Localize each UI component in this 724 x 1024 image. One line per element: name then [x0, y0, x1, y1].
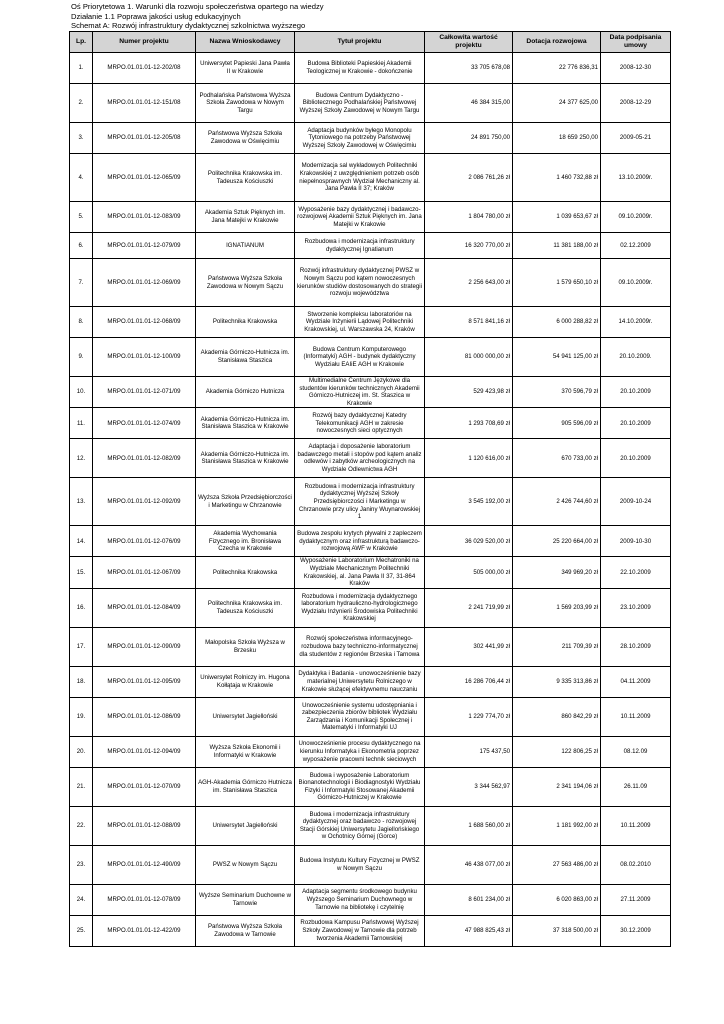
cell-total-value: 16 320 770,00 zł — [425, 233, 513, 259]
cell-lp: 15. — [70, 557, 93, 588]
cell-project-number: MRPO.01.01.01-12-092/09 — [93, 478, 196, 526]
cell-applicant: Uniwersytet Rolniczy im. Hugona Kołłątaja w Krakowie — [196, 666, 295, 697]
cell-project-number: MRPO.01.01.01-12-094/09 — [93, 736, 196, 767]
cell-project-number: MRPO.01.01.01-12-078/09 — [93, 884, 196, 915]
cell-applicant: Politechnika Krakowska — [196, 557, 295, 588]
cell-lp: 5. — [70, 202, 93, 233]
cell-total-value: 8 601 234,00 zł — [425, 884, 513, 915]
table-row — [70, 53, 671, 84]
cell-grant: 2 341 194,06 zł — [513, 767, 601, 806]
cell-sign-date: 20.10.2009 — [601, 408, 671, 439]
cell-lp: 21. — [70, 767, 93, 806]
cell-project-title: Dydaktyka i Badania - unowocześnienie bazy materialnej Uniwersytetu Rolniczego w Krakowie służącej efektywnemu nauczaniu — [295, 666, 425, 697]
cell-total-value: 1 804 780,00 zł — [425, 202, 513, 233]
cell-sign-date: 20.10.2009. — [601, 338, 671, 377]
cell-applicant: IGNATIANUM — [196, 233, 295, 259]
cell-total-value: 36 029 520,00 zł — [425, 526, 513, 557]
cell-sign-date: 14.10.2009r. — [601, 307, 671, 338]
cell-applicant: Wyższa Szkoła Przedsiębiorczości i Marketingu w Chrzanowie — [196, 478, 295, 526]
cell-project-number: MRPO.01.01.01-12-490/09 — [93, 845, 196, 884]
cell-applicant: Akademia Wychowania Fizycznego im. Bronisława Czecha w Krakowie — [196, 526, 295, 557]
cell-project-number: MRPO.01.01.01-12-074/09 — [93, 408, 196, 439]
table-row — [70, 884, 671, 915]
cell-applicant: Politechnika Krakowska im. Tadeusza Kościuszki — [196, 154, 295, 202]
table-row — [70, 478, 671, 526]
cell-grant: 2 426 744,60 zł — [513, 478, 601, 526]
cell-grant: 1 579 650,10 zł — [513, 259, 601, 307]
cell-sign-date: 08.12.09 — [601, 736, 671, 767]
cell-project-title: Rozwój społeczeństwa informacyjnego-rozbudowa bazy techniczno-informatycznej dla studentów z regionów Brzeska i Tarnowa — [295, 627, 425, 666]
cell-lp: 16. — [70, 588, 93, 627]
cell-grant: 1 569 203,99 zł — [513, 588, 601, 627]
scheme-line: Schemat A: Rozwój infrastruktury dydaktycznej szkolnictwa wyższego — [71, 21, 306, 31]
cell-total-value: 2 256 643,00 zł — [425, 259, 513, 307]
cell-lp: 20. — [70, 736, 93, 767]
cell-applicant: Politechnika Krakowska im. Tadeusza Kościuszki — [196, 588, 295, 627]
col-header-sign-date: Data podpisania umowy — [601, 32, 671, 53]
cell-lp: 22. — [70, 806, 93, 845]
table-row — [70, 123, 671, 154]
cell-applicant: Politechnika Krakowska — [196, 307, 295, 338]
cell-project-title: Budowa Centrum Komputerowego (Informatyki) AGH - budynek dydaktyczny Wydziału EAIiE AGH w Krakowie — [295, 338, 425, 377]
cell-project-title: Budowa Instytutu Kultury Fizycznej w PWSZ w Nowym Sączu — [295, 845, 425, 884]
cell-grant: 11 381 188,00 zł — [513, 233, 601, 259]
table-row — [70, 736, 671, 767]
cell-lp: 18. — [70, 666, 93, 697]
cell-sign-date: 20.10.2009 — [601, 377, 671, 408]
cell-total-value: 3 344 562,97 — [425, 767, 513, 806]
cell-project-title: Wyposażenie Laboratorium Mechatroniki na Wydziale Mechanicznym Politechniki Krakowskiej, al. Jana Pawła II 37, 31-864 Kraków — [295, 557, 425, 588]
cell-project-number: MRPO.01.01.01-12-205/08 — [93, 123, 196, 154]
cell-project-title: Modernizacja sal wykładowych Politechniki Krakowskiej z uwzględnieniem potrzeb osób niepełnosprawnych Wydział Mechaniczny al. Jana Pawła II 37; Kraków — [295, 154, 425, 202]
cell-total-value: 2 241 719,99 zł — [425, 588, 513, 627]
cell-lp: 13. — [70, 478, 93, 526]
cell-applicant: Uniwersytet Papieski Jana Pawła II w Krakowie — [196, 53, 295, 84]
cell-applicant: Uniwersytet Jagielloński — [196, 806, 295, 845]
cell-project-title: Rozbudowa Kampusu Państwowej Wyższej Szkoły Zawodowej w Tarnowie dla potrzeb tworzenia Akademii Tarnowskiej — [295, 915, 425, 946]
cell-project-title: Budowa Centrum Dydaktyczno - Bibliotecznego Podhalańskiej Państwowej Wyższej Szkoły Zawodowej w Nowym Targu — [295, 84, 425, 123]
table-row — [70, 526, 671, 557]
cell-applicant: Akademia Górniczo Hutnicza — [196, 377, 295, 408]
cell-project-title: Rozbudowa i modernizacja infrastruktury dydaktycznej Ignatianum — [295, 233, 425, 259]
cell-lp: 11. — [70, 408, 93, 439]
cell-grant: 6 000 288,82 zł — [513, 307, 601, 338]
cell-grant: 905 596,09 zł — [513, 408, 601, 439]
cell-project-title: Budowa i modernizacja infrastruktury dydaktycznej oraz badawczo - rozwojowej Stacji Górskiej Uniwersytetu Jagiellońskiego w Ochotnicy Górnej (Gorce) — [295, 806, 425, 845]
cell-applicant: Państwowa Wyższa Szkoła Zawodowa w Nowym Sączu — [196, 259, 295, 307]
cell-grant: 24 377 625,00 — [513, 84, 601, 123]
cell-lp: 25. — [70, 915, 93, 946]
cell-project-title: Stworzenie kompleksu laboratoriów na Wydziale Inżynierii Lądowej Politechniki Krakowskiej, ul. Warszawska 24, Kraków — [295, 307, 425, 338]
table-row — [70, 697, 671, 736]
cell-project-title: Rozbudowa i modernizacja infrastruktury dydaktycznej Wyższej Szkoły Przedsiębiorczości i Marketingu w Chrzanowie przy ulicy Janiny Wuynarowskiej 1 — [295, 478, 425, 526]
cell-project-title: Rozwój infrastruktury dydaktycznej PWSZ w Nowym Sączu pod kątem nowoczesnych kierunków studiów dostosowanych do strategii rozwoju województwa — [295, 259, 425, 307]
cell-project-number: MRPO.01.01.01-12-084/09 — [93, 588, 196, 627]
cell-applicant: Akademia Sztuk Pięknych im. Jana Matejki w Krakowie — [196, 202, 295, 233]
table-row — [70, 338, 671, 377]
cell-total-value: 505 000,00 zł — [425, 557, 513, 588]
col-header-applicant: Nazwa Wnioskodawcy — [196, 32, 295, 53]
cell-project-number: MRPO.01.01.01-12-100/09 — [93, 338, 196, 377]
cell-project-number: MRPO.01.01.01-12-202/08 — [93, 53, 196, 84]
cell-grant: 25 220 664,00 zł — [513, 526, 601, 557]
cell-grant: 1 181 992,00 zł — [513, 806, 601, 845]
cell-applicant: Akademia Górniczo-Hutnicza im. Stanisława Staszica w Krakowie — [196, 408, 295, 439]
cell-project-number: MRPO.01.01.01-12-088/09 — [93, 806, 196, 845]
cell-project-number: MRPO.01.01.01-12-151/08 — [93, 84, 196, 123]
table-row — [70, 202, 671, 233]
cell-project-number: MRPO.01.01.01-12-069/09 — [93, 259, 196, 307]
cell-sign-date: 2009-10-30 — [601, 526, 671, 557]
cell-sign-date: 20.10.2009 — [601, 439, 671, 478]
cell-applicant: Małopolska Szkoła Wyższa w Brzesku — [196, 627, 295, 666]
cell-grant: 370 596,79 zł — [513, 377, 601, 408]
table-row — [70, 915, 671, 946]
col-header-lp: Lp. — [70, 32, 93, 53]
cell-project-title: Unowocześnienie procesu dydaktycznego na kierunku Informatyka i Ekonometria poprzez wyposażenie pracowni technik sieciowych — [295, 736, 425, 767]
cell-project-number: MRPO.01.01.01-12-090/09 — [93, 627, 196, 666]
cell-applicant: Uniwersytet Jagielloński — [196, 697, 295, 736]
cell-lp: 7. — [70, 259, 93, 307]
cell-applicant: Państwowa Wyższa Szkoła Zawodowa w Oświęcimiu — [196, 123, 295, 154]
cell-applicant: Państwowa Wyższa Szkoła Zawodowa w Tarnowie — [196, 915, 295, 946]
cell-sign-date: 13.10.2009r. — [601, 154, 671, 202]
cell-total-value: 1 120 616,00 zł — [425, 439, 513, 478]
cell-grant: 54 941 125,00 zł — [513, 338, 601, 377]
table-header-row — [70, 32, 671, 53]
table-row — [70, 259, 671, 307]
cell-lp: 19. — [70, 697, 93, 736]
cell-project-number: MRPO.01.01.01-12-067/09 — [93, 557, 196, 588]
cell-sign-date: 23.10.2009 — [601, 588, 671, 627]
cell-total-value: 46 384 315,00 — [425, 84, 513, 123]
cell-lp: 24. — [70, 884, 93, 915]
table-row — [70, 627, 671, 666]
cell-project-number: MRPO.01.01.01-12-082/09 — [93, 439, 196, 478]
col-header-project-number: Numer projektu — [93, 32, 196, 53]
col-header-project-title: Tytuł projektu — [295, 32, 425, 53]
cell-total-value: 3 545 192,00 zł — [425, 478, 513, 526]
cell-applicant: PWSZ w Nowym Sączu — [196, 845, 295, 884]
cell-project-number: MRPO.01.01.01-12-071/09 — [93, 377, 196, 408]
cell-applicant: Akademia Górniczo-Hutnicza im. Stanisława Staszica — [196, 338, 295, 377]
cell-applicant: Akademia Górniczo-Hutnicza im. Stanisława Staszica w Krakowie — [196, 439, 295, 478]
cell-grant: 349 969,20 zł — [513, 557, 601, 588]
cell-grant: 1 039 653,67 zł — [513, 202, 601, 233]
cell-project-title: Budowa i wyposażenie Laboratorium Bionanotechnologii i Biodiagnostyki Wydziału Fizyki i Informatyki Stosowanej Akademii Górniczo-Hutniczej w Krakowie — [295, 767, 425, 806]
cell-project-title: Adaptacja i doposażenie laboratorium badawczego metali i stopów pod kątem analiz odlewów i zabytków archeologicznych na Wydziale Odlewnictwa AGH — [295, 439, 425, 478]
cell-sign-date: 30.12.2009 — [601, 915, 671, 946]
cell-sign-date: 10.11.2009 — [601, 806, 671, 845]
cell-grant: 9 335 313,86 zł — [513, 666, 601, 697]
cell-project-number: MRPO.01.01.01-12-086/09 — [93, 697, 196, 736]
cell-project-title: Adaptacja budynków byłego Monopolu Tytoniowego na potrzeby Państwowej Wyższej Szkoły Zawodowej w Oświęcimiu — [295, 123, 425, 154]
cell-total-value: 33 705 678,08 — [425, 53, 513, 84]
cell-total-value: 16 286 706,44 zł — [425, 666, 513, 697]
cell-project-title: Budowa zespołu krytych pływalni z zapleczem dydaktycznym oraz infrastrukturą badawczo-rozwojową AWF w Krakowie — [295, 526, 425, 557]
cell-grant: 6 020 863,00 zł — [513, 884, 601, 915]
cell-grant: 22 776 836,31 — [513, 53, 601, 84]
cell-project-number: MRPO.01.01.01-12-070/09 — [93, 767, 196, 806]
cell-total-value: 46 438 077,00 zł — [425, 845, 513, 884]
cell-lp: 8. — [70, 307, 93, 338]
table-row — [70, 307, 671, 338]
cell-sign-date: 2009-10-24 — [601, 478, 671, 526]
col-header-total-value: Całkowita wartość projektu — [425, 32, 513, 53]
cell-lp: 12. — [70, 439, 93, 478]
table-row — [70, 154, 671, 202]
cell-applicant: Wyższe Seminarium Duchowne w Tarnowie — [196, 884, 295, 915]
cell-lp: 10. — [70, 377, 93, 408]
cell-total-value: 175 437,50 — [425, 736, 513, 767]
cell-sign-date: 2008-12-30 — [601, 53, 671, 84]
cell-total-value: 529 423,98 zł — [425, 377, 513, 408]
table-row — [70, 767, 671, 806]
cell-total-value: 1 688 560,00 zł — [425, 806, 513, 845]
cell-lp: 9. — [70, 338, 93, 377]
cell-sign-date: 2009-05-21 — [601, 123, 671, 154]
cell-lp: 23. — [70, 845, 93, 884]
cell-sign-date: 04.11.2009 — [601, 666, 671, 697]
table-row — [70, 408, 671, 439]
cell-grant: 211 709,39 zł — [513, 627, 601, 666]
cell-sign-date: 10.11.2009 — [601, 697, 671, 736]
cell-grant: 27 563 486,00 zł — [513, 845, 601, 884]
cell-sign-date: 08.02.2010 — [601, 845, 671, 884]
cell-lp: 6. — [70, 233, 93, 259]
cell-sign-date: 27.11.2009 — [601, 884, 671, 915]
table-body — [70, 53, 671, 947]
cell-applicant: Wyższa Szkoła Ekonomii i Informatyki w Krakowie — [196, 736, 295, 767]
table-row — [70, 377, 671, 408]
table-row — [70, 84, 671, 123]
cell-project-title: Rozwój bazy dydaktycznej Katedry Telekomunikacji AGH w zakresie nowoczesnych sieci optycznych — [295, 408, 425, 439]
cell-project-number: MRPO.01.01.01-12-076/09 — [93, 526, 196, 557]
table-row — [70, 845, 671, 884]
cell-project-title: Adaptacja segmentu środkowego budynku Wyższego Seminarium Duchownego w Tarnowie na bibliotekę i czytelnię — [295, 884, 425, 915]
cell-sign-date: 22.10.2009 — [601, 557, 671, 588]
table-row — [70, 439, 671, 478]
projects-table — [69, 31, 671, 947]
cell-grant: 860 842,29 zł — [513, 697, 601, 736]
cell-project-title: Multimedialne Centrum Językowe dla studentów kierunków technicznych Akademii Górniczo-Hutniczej im. St. Staszica w Krakowie — [295, 377, 425, 408]
cell-project-number: MRPO.01.01.01-12-083/09 — [93, 202, 196, 233]
cell-grant: 1 460 732,88 zł — [513, 154, 601, 202]
priority-axis-line: Oś Priorytetowa 1. Warunki dla rozwoju społeczeństwa opartego na wiedzy — [71, 2, 324, 11]
cell-total-value: 1 293 708,69 zł — [425, 408, 513, 439]
cell-total-value: 302 441,99 zł — [425, 627, 513, 666]
cell-grant: 18 659 250,00 — [513, 123, 601, 154]
cell-sign-date: 26.11.09 — [601, 767, 671, 806]
cell-sign-date: 02.12.2009 — [601, 233, 671, 259]
cell-lp: 2. — [70, 84, 93, 123]
table-row — [70, 557, 671, 588]
table-row — [70, 806, 671, 845]
cell-grant: 37 318 500,00 zł — [513, 915, 601, 946]
cell-project-title: Unowocześnienie systemu udostępniania i zabezpieczenia zbiorów bibliotek Wydziału Zarządzania i Komunikacji Społecznej i Matematyki i Informatyki UJ — [295, 697, 425, 736]
document-header — [71, 2, 324, 31]
cell-total-value: 8 571 841,16 zł — [425, 307, 513, 338]
cell-total-value: 1 229 774,70 zł — [425, 697, 513, 736]
cell-project-title: Budowa Biblioteki Papieskiej Akademii Teologicznej w Krakowie - dokończenie — [295, 53, 425, 84]
cell-total-value: 81 000 000,00 zł — [425, 338, 513, 377]
measure-line: Działanie 1.1 Poprawa jakości usług edukacyjnych — [71, 11, 241, 21]
cell-lp: 17. — [70, 627, 93, 666]
cell-total-value: 24 891 750,00 — [425, 123, 513, 154]
cell-applicant: AGH-Akademia Górniczo Hutnicza im. Stanisława Staszica — [196, 767, 295, 806]
cell-grant: 670 733,00 zł — [513, 439, 601, 478]
cell-sign-date: 09.10.2009r. — [601, 259, 671, 307]
table-row — [70, 233, 671, 259]
cell-project-title: Wyposażenie bazy dydaktycznej i badawczo-rozwojowej Akademii Sztuk Pięknych im. Jana Matejki w Krakowie — [295, 202, 425, 233]
cell-project-number: MRPO.01.01.01-12-079/09 — [93, 233, 196, 259]
cell-project-number: MRPO.01.01.01-12-068/09 — [93, 307, 196, 338]
cell-lp: 1. — [70, 53, 93, 84]
cell-lp: 14. — [70, 526, 93, 557]
cell-lp: 4. — [70, 154, 93, 202]
col-header-grant: Dotacja rozwojowa — [513, 32, 601, 53]
cell-total-value: 47 988 825,43 zł — [425, 915, 513, 946]
cell-project-number: MRPO.01.01.01-12-065/09 — [93, 154, 196, 202]
cell-applicant: Podhalańska Państwowa Wyższa Szkoła Zawodowa w Nowym Targu — [196, 84, 295, 123]
cell-lp: 3. — [70, 123, 93, 154]
cell-grant: 122 806,25 zł — [513, 736, 601, 767]
table-row — [70, 666, 671, 697]
cell-project-number: MRPO.01.01.01-12-095/09 — [93, 666, 196, 697]
cell-total-value: 2 086 761,26 zł — [425, 154, 513, 202]
table-row — [70, 588, 671, 627]
cell-project-number: MRPO.01.01.01-12-422/09 — [93, 915, 196, 946]
cell-sign-date: 28.10.2009 — [601, 627, 671, 666]
cell-project-title: Rozbudowa i modernizacja dydaktycznego laboratorium hydrauliczno-hydrologicznego Wydziału Inżynierii Środowiska Politechniki Krakowskiej — [295, 588, 425, 627]
cell-sign-date: 09.10.2009r. — [601, 202, 671, 233]
cell-sign-date: 2008-12-29 — [601, 84, 671, 123]
